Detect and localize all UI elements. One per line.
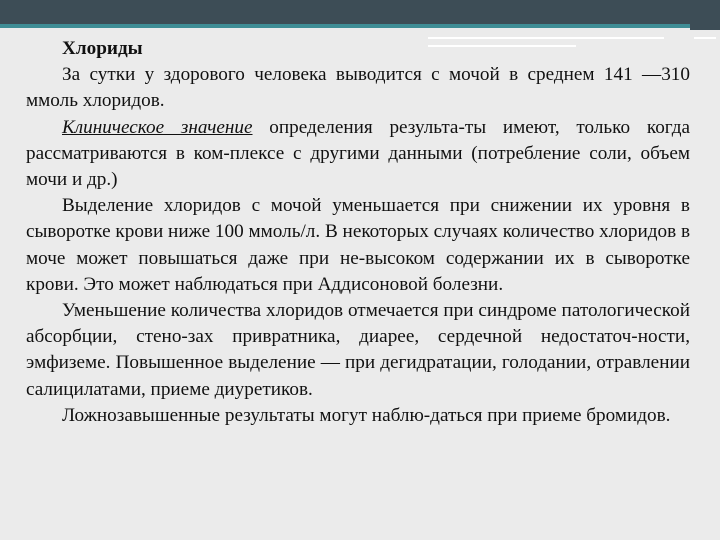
paragraph-conditions: Уменьшение количества хлоридов отмечается при синдроме патологической абсорбции, стено-зах привратника, диарее, сердечной недостаточ-ности, эмфиземе. Повышенное выделение — при дегидратации, голодании, отравлении салицилатами, приеме диуретиков. [26,300,690,400]
paragraph-decreased-excretion: Выделение хлоридов с мочой уменьшается при снижении их уровня в сыворотке крови ниже 100 ммоль/л. В некоторых случаях количество хлоридов в моче может повышаться даже при не-высоком содержании их в сыворотке крови. Это может наблюдаться при Аддисоновой болезни. [26,195,690,295]
corner-decorative-block [690,24,720,30]
clinical-significance-text: определения результа-ты имеют, только когда рассматриваются в ком-плексе с другими данными (потребление соли, объем мочи и др.) [26,116,690,191]
paragraph-false-results: Ложнозавышенные результаты могут наблю-даться при приеме бромидов. [62,404,671,426]
top-decorative-bar [0,0,720,24]
slide-title: Хлориды [62,38,143,59]
white-accent-line-3 [694,37,716,39]
slide-body [26,36,690,429]
paragraph-clinical-significance [26,115,690,194]
paragraph-daily-excretion: За сутки у здорового человека выводится с мочой в среднем 141 —310 ммоль хлоридов. [26,64,690,112]
teal-accent-line [0,24,690,28]
clinical-significance-term: Клиническое значение [62,116,253,138]
